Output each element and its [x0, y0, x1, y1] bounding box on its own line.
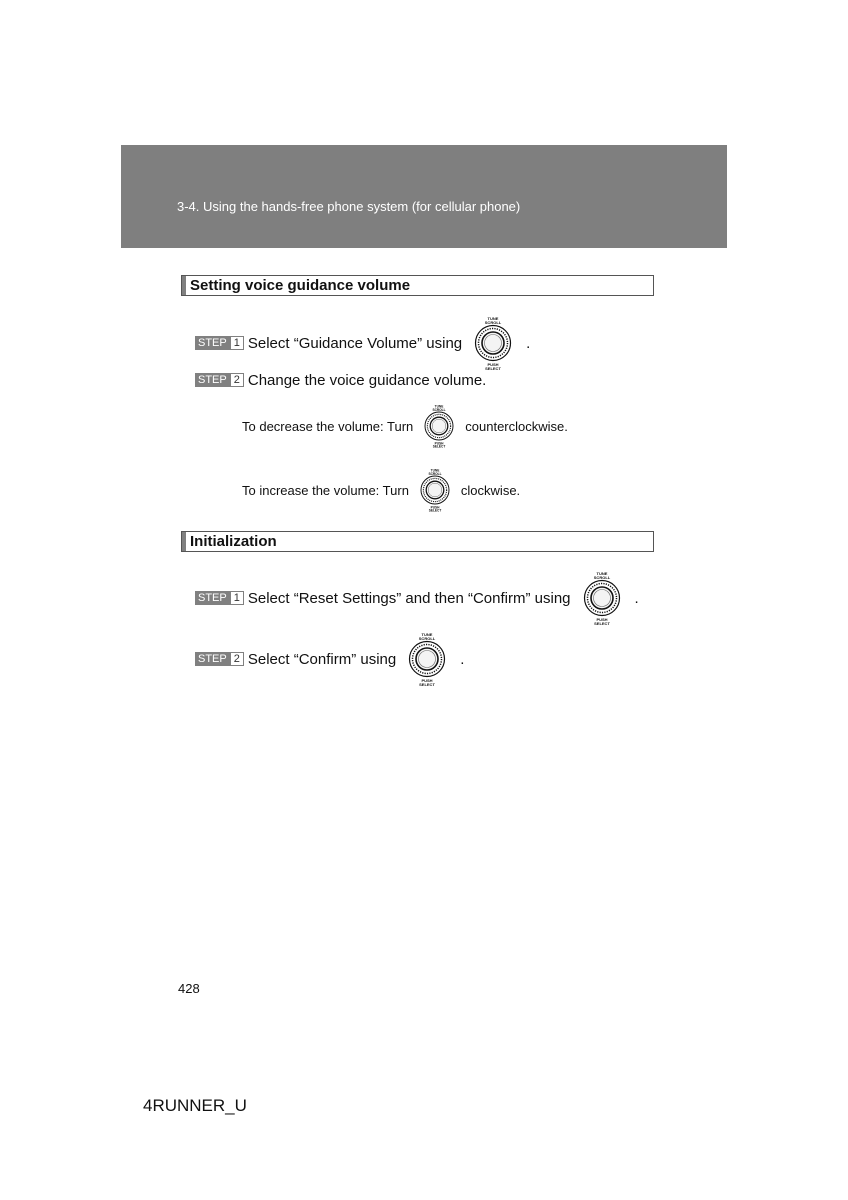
note-increase-volume [242, 461, 520, 519]
step-number: 2 [230, 373, 244, 387]
step-2-confirm [195, 630, 464, 688]
step-text: Change the voice guidance volume. [247, 371, 487, 389]
breadcrumb: 3-4. Using the hands-free phone system (for cellular phone) [177, 199, 521, 214]
section-accent [182, 276, 186, 295]
step-1-guidance-volume [195, 314, 530, 372]
tune-scroll-knob-icon [468, 314, 518, 372]
step-1-reset-settings [195, 569, 639, 627]
tune-scroll-knob-icon [402, 630, 452, 688]
step-number: 1 [230, 336, 244, 350]
section-heading-initialization [181, 531, 654, 552]
section-heading-voice-guidance-volume [181, 275, 654, 296]
note-text-before: To decrease the volume: Turn [242, 418, 414, 434]
section-title: Setting voice guidance volume [190, 277, 411, 294]
section-accent [182, 532, 186, 551]
step-punctuation: . [460, 650, 465, 668]
step-label: STEP [195, 373, 230, 387]
step-punctuation: . [526, 334, 531, 352]
step-text: Select “Guidance Volume” using [247, 334, 463, 352]
tune-scroll-knob-icon [419, 399, 459, 453]
step-badge [195, 591, 244, 605]
step-number: 2 [230, 652, 244, 666]
step-punctuation: . [634, 589, 639, 607]
step-text: Select “Confirm” using [247, 650, 397, 668]
step-label: STEP [195, 336, 230, 350]
step-badge [195, 373, 244, 387]
step-2-change-volume [195, 370, 486, 390]
step-label: STEP [195, 652, 230, 666]
page-number: 428 [178, 981, 200, 996]
step-badge [195, 336, 244, 350]
tune-scroll-knob-icon [577, 569, 627, 627]
note-text-after: clockwise. [460, 482, 521, 498]
tune-scroll-knob-icon [415, 463, 455, 517]
model-code: 4RUNNER_U [143, 1096, 247, 1115]
step-label: STEP [195, 591, 230, 605]
section-title: Initialization [190, 533, 277, 550]
step-badge [195, 652, 244, 666]
chapter-header-band [121, 145, 727, 248]
note-decrease-volume [242, 397, 568, 455]
note-text-after: counterclockwise. [465, 418, 568, 434]
note-text-before: To increase the volume: Turn [242, 482, 409, 498]
step-text: Select “Reset Settings” and then “Confirm” using [247, 589, 571, 607]
step-number: 1 [230, 591, 244, 605]
